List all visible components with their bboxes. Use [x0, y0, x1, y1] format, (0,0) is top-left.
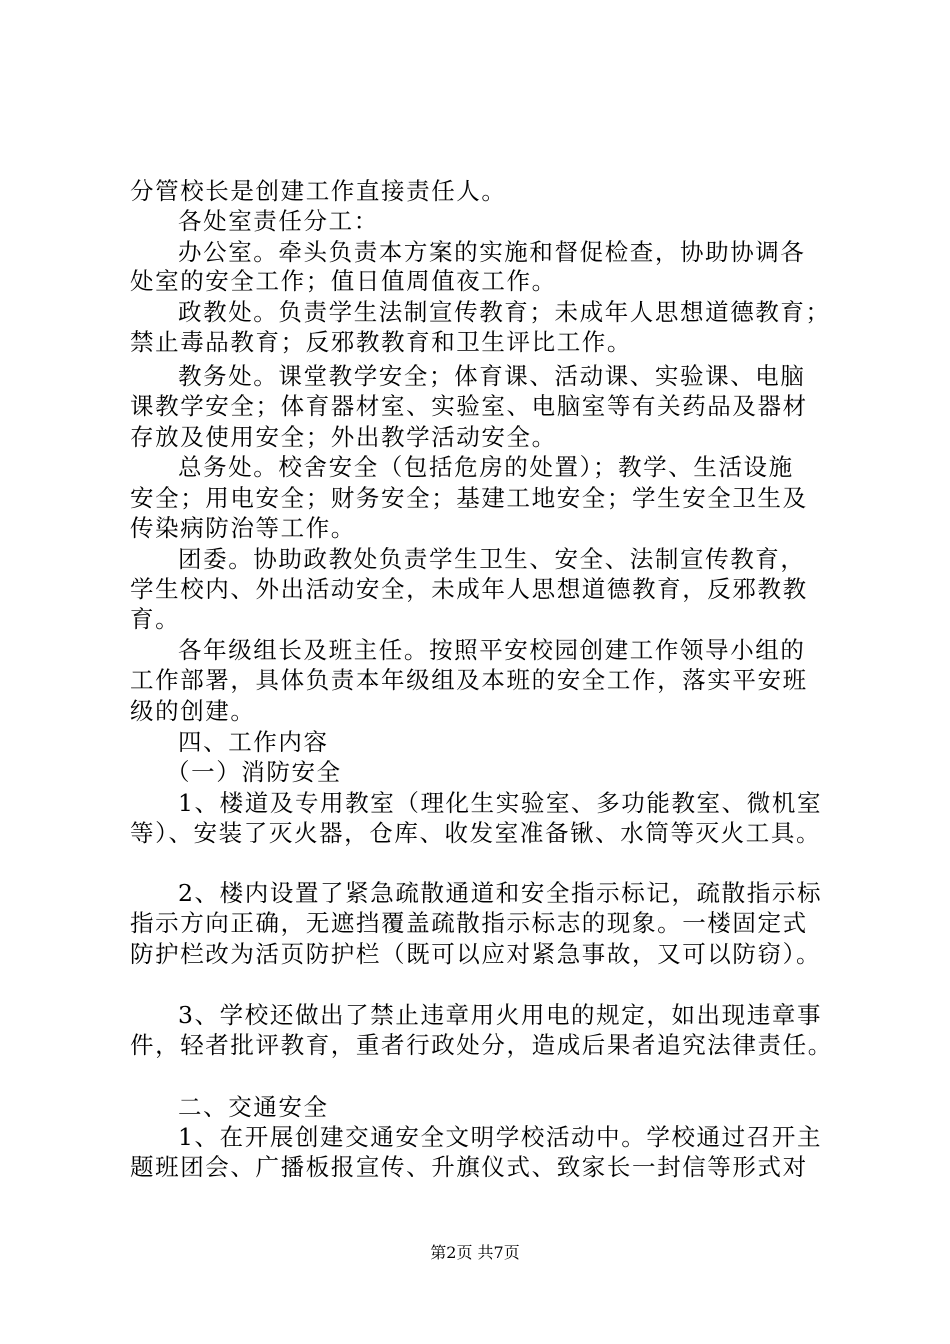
text-line: 总务处。校舍安全（包括危房的处置）；教学、生活设施 [178, 453, 794, 481]
text-line: 题班团会、广播板报宣传、升旗仪式、致家长一封信等形式对 [130, 1153, 808, 1181]
text-line: 件，轻者批评教育，重者行政处分，造成后果者追究法律责任。 [130, 1031, 833, 1059]
text-line: 教务处。课堂教学安全；体育课、活动课、实验课、电脑 [178, 362, 806, 390]
text-line: 办公室。牵头负责本方案的实施和督促检查，协助协调各 [178, 238, 806, 266]
text-line: 政教处。负责学生法制宣传教育；未成年人思想道德教育； [178, 298, 831, 326]
text-line: 1、楼道及专用教室（理化生实验室、多功能教室、微机室 [178, 789, 823, 817]
text-line: 2、楼内设置了紧急疏散通道和安全指示标记，疏散指示标 [178, 879, 823, 907]
text-line: 传染病防治等工作。 [130, 514, 356, 542]
text-line: 处室的安全工作；值日值周值夜工作。 [130, 267, 557, 295]
text-line: 指示方向正确，无遮挡覆盖疏散指示标志的现象。一楼固定式 [130, 909, 808, 937]
text-line: 四、工作内容 [178, 728, 329, 756]
text-line: 学生校内、外出活动安全，未成年人思想道德教育，反邪教教 [130, 575, 808, 603]
text-line: 禁止毒品教育；反邪教教育和卫生评比工作。 [130, 328, 632, 356]
text-line: 存放及使用安全；外出教学活动安全。 [130, 423, 557, 451]
text-line: 育。 [130, 605, 181, 633]
text-line: 分管校长是创建工作直接责任人。 [130, 177, 507, 205]
text-line: （一）消防安全 [166, 758, 342, 786]
text-line: 课教学安全；体育器材室、实验室、电脑室等有关药品及器材 [130, 392, 808, 420]
text-line: 等）、安装了灭火器，仓库、收发室准备锹、水筒等灭火工具。 [130, 819, 822, 847]
text-line: 各处室责任分工： [178, 207, 379, 235]
text-line: 团委。协助政教处负责学生卫生、安全、法制宣传教育， [178, 545, 806, 573]
text-line: 3、学校还做出了禁止违章用火用电的规定，如出现违章事 [178, 1001, 823, 1029]
text-line: 安全；用电安全；财务安全；基建工地安全；学生安全卫生及 [130, 484, 808, 512]
text-line: 工作部署，具体负责本年级组及本班的安全工作，落实平安班 [130, 666, 808, 694]
text-line: 防护栏改为活页防护栏（既可以应对紧急事故，又可以防窃）。 [130, 940, 822, 968]
text-line: 级的创建。 [130, 697, 256, 725]
page-number-footer: 第2页 共7页 [430, 1243, 520, 1262]
text-line: 二、交通安全 [178, 1093, 329, 1121]
text-line: 各年级组长及班主任。按照平安校园创建工作领导小组的 [178, 636, 806, 664]
text-line: 1、在开展创建交通安全文明学校活动中。学校通过召开主 [178, 1123, 823, 1151]
